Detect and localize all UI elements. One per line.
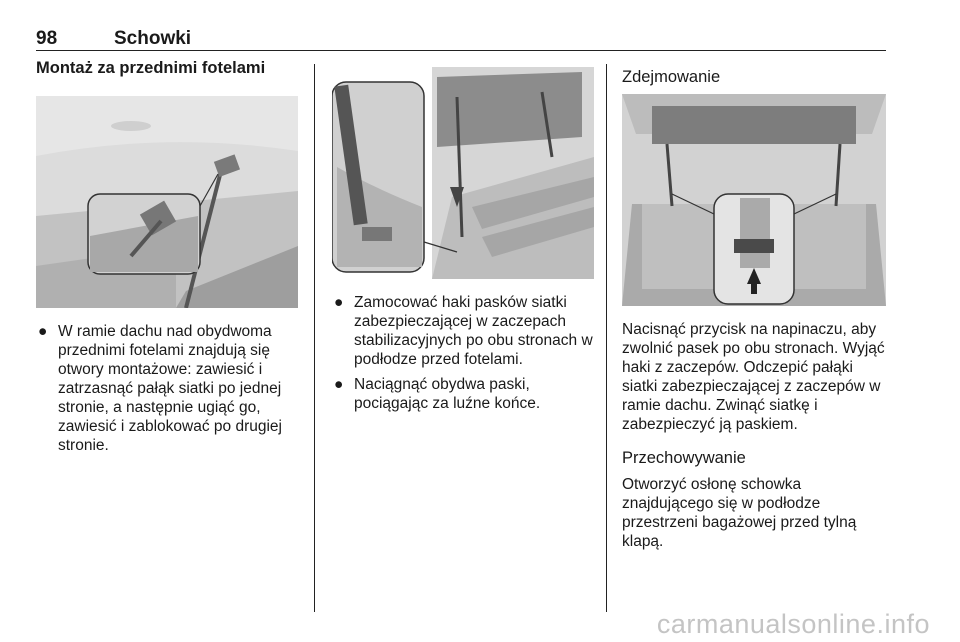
section-heading-storage: Przechowywanie <box>622 449 746 467</box>
list-item: ● Naciągnąć obydwa paski, pociągając za luźne końce. <box>334 376 541 412</box>
column-3 <box>622 58 886 551</box>
list-item: ● Zamocować haki pasków siatki zabezpieczającej w zaczepach stabilizacyjnych po obu stronach w podłodze przed fotelami. <box>334 294 593 368</box>
figure-roof-mounting <box>36 96 298 308</box>
column-1 <box>36 58 298 455</box>
list-item: ● W ramie dachu nad obydwoma przednimi fotelami znajdują się otwory montażowe: zawiesić i zatrzasnąć pałąk siatki po jednej stronie, a następnie ugiąć go, zawiesić i zablokować po drugiej stronie. <box>38 323 283 454</box>
bullet-icon: ● <box>38 323 48 340</box>
column-divider-2 <box>606 64 607 612</box>
column-2 <box>332 58 594 413</box>
chapter-title: Schowki <box>114 28 192 49</box>
section-heading-removal: Zdejmowanie <box>622 68 721 86</box>
column-divider-1 <box>314 64 315 612</box>
page-number: 98 <box>36 28 58 49</box>
mounting-steps <box>36 322 298 455</box>
header-rule <box>36 50 886 51</box>
section-heading-mounting: Montaż za przednimi fotelami <box>36 59 266 77</box>
bullet-icon: ● <box>334 294 344 311</box>
bullet-icon: ● <box>334 376 344 393</box>
storage-text: Otworzyć osłonę schowka znajdującego się w podłodze przestrzeni bagażowej przed tylną klapą. <box>622 476 857 550</box>
removal-text: Nacisnąć przycisk na napinaczu, aby zwolnić pasek po obu stronach. Wyjąć haki z zaczepów. Odczepić pałąki siatki zabezpieczającej z zaczepów w ramie dachu. Zwinąć siatkę i zabezpieczyć ją paskiem. <box>622 321 885 433</box>
watermark: carmanualsonline.info <box>656 609 930 639</box>
figure-floor-anchors <box>332 67 594 279</box>
page-header <box>36 28 886 50</box>
anchor-steps <box>332 293 594 413</box>
figure-tensioner-release <box>622 94 886 306</box>
